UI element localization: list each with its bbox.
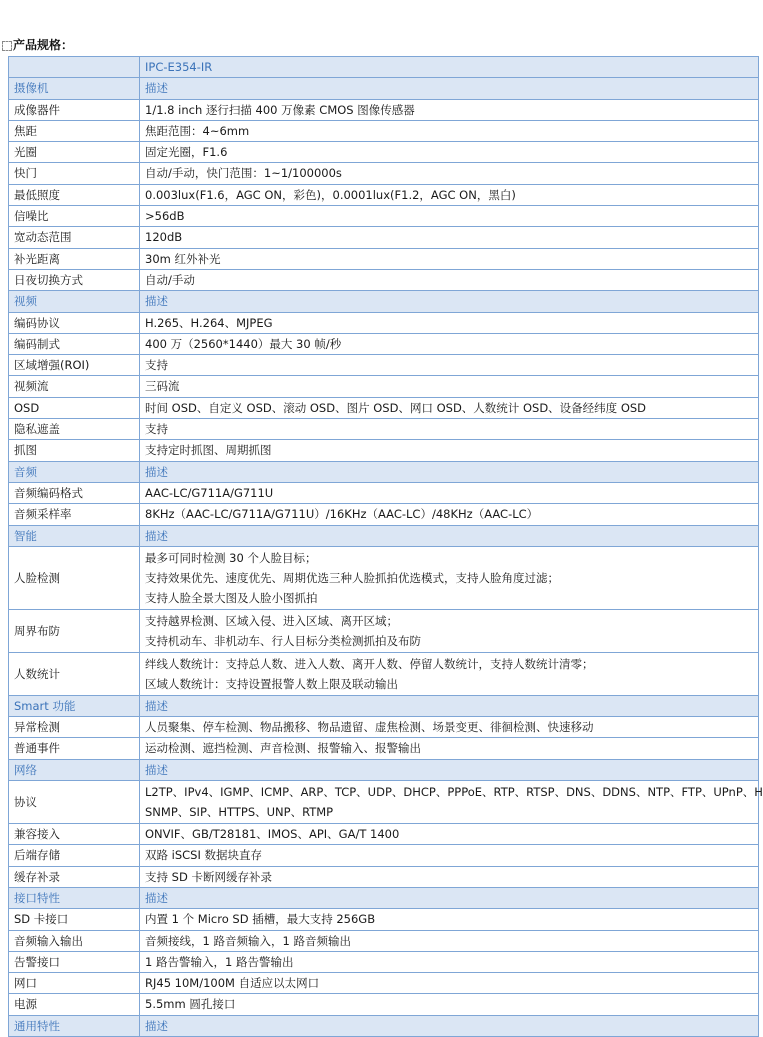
spec-label: 补光距离 [9,248,140,269]
spec-label: OSD [9,397,140,418]
section-header-row [9,525,759,546]
spec-value: ONVIF、GB/T28181、IMOS、API、GA/T 1400 [140,824,759,845]
table-row [9,781,759,824]
spec-value: 音频接线，1 路音频输入，1 路音频输出 [140,930,759,951]
table-row [9,951,759,972]
table-row [9,652,759,695]
spec-value-line: 最多可同时检测 30 个人脸目标； [145,550,317,565]
table-row [9,99,759,120]
spec-value-line: 支持效果优先、速度优先、周期优选三种人脸抓拍优选模式，支持人脸角度过滤； [145,570,559,585]
section-header-row [9,78,759,99]
spec-value: 120dB [140,227,759,248]
table-row [9,333,759,354]
spec-value-line: L2TP、IPv4、IGMP、ICMP、ARP、TCP、UDP、DHCP、PPPoE、RTP、RTSP、DNS、DDNS、NTP、FTP、UPnP、H [145,785,763,800]
spec-label: 编码制式 [9,333,140,354]
spec-value: 1 路告警输入，1 路告警输出 [140,951,759,972]
spec-value [140,609,759,652]
spec-table [8,56,763,1037]
spec-label: 兼容接入 [9,824,140,845]
table-row [9,206,759,227]
section-title: 接口特性 [9,887,140,908]
spec-value-line: SNMP、SIP、HTTPS、UNP、RTMP [145,805,334,820]
section-desc-header: 描述 [140,1015,759,1036]
spec-value: 400 万（2560*1440）最大 30 帧/秒 [140,333,759,354]
section-title: 智能 [9,525,140,546]
spec-value: 人员聚集、停车检测、物品搬移、物品遗留、虚焦检测、场景变更、徘徊检测、快速移动 [140,717,759,738]
spec-value: >56dB [140,206,759,227]
table-row [9,717,759,738]
spec-value: RJ45 10M/100M 自适应以太网口 [140,973,759,994]
spec-label: 光圈 [9,142,140,163]
table-row [9,376,759,397]
spec-label: 宽动态范围 [9,227,140,248]
table-anchor-icon [2,41,12,51]
spec-label: 人数统计 [9,652,140,695]
table-row [9,546,759,609]
table-row [9,866,759,887]
table-row [9,227,759,248]
table-row [9,312,759,333]
table-row [9,419,759,440]
table-row [9,609,759,652]
spec-value: 支持 [140,355,759,376]
model-row [9,57,759,78]
spec-value: 支持 SD 卡断网缓存补录 [140,866,759,887]
spec-value: 固定光圈，F1.6 [140,142,759,163]
section-desc-header: 描述 [140,78,759,99]
table-row [9,355,759,376]
spec-label: 异常检测 [9,717,140,738]
section-title: 摄像机 [9,78,140,99]
spec-value-line: 区域人数统计：支持设置报警人数上限及联动输出 [145,676,398,691]
section-desc-header: 描述 [140,291,759,312]
spec-value-line: 绊线人数统计：支持总人数、进入人数、离开人数、停留人数统计，支持人数统计清零； [145,656,594,671]
spec-label: SD 卡接口 [9,909,140,930]
spec-value-line: 支持机动车、非机动车、行人目标分类检测抓拍及布防 [145,633,421,648]
section-desc-header: 描述 [140,461,759,482]
spec-table-container [8,56,763,1033]
spec-value: 三码流 [140,376,759,397]
section-header-row [9,461,759,482]
table-row [9,738,759,759]
table-row [9,994,759,1015]
spec-label: 区域增强(ROI) [9,355,140,376]
section-header-row [9,759,759,780]
table-row [9,973,759,994]
spec-label: 最低照度 [9,184,140,205]
spec-value: 支持定时抓图、周期抓图 [140,440,759,461]
spec-label: 隐私遮盖 [9,419,140,440]
spec-label: 视频流 [9,376,140,397]
table-row [9,824,759,845]
spec-label: 音频采样率 [9,504,140,525]
table-row [9,909,759,930]
spec-value [140,781,763,824]
section-title: Smart 功能 [9,695,140,716]
spec-value: 双路 iSCSI 数据块直存 [140,845,759,866]
spec-value: 支持 [140,419,759,440]
section-header-row [9,695,759,716]
table-row [9,845,759,866]
table-row [9,930,759,951]
spec-label: 周界布防 [9,609,140,652]
section-header-row [9,887,759,908]
spec-label: 后端存储 [9,845,140,866]
section-header-row [9,291,759,312]
section-title: 网络 [9,759,140,780]
spec-value [140,546,759,609]
spec-label: 电源 [9,994,140,1015]
spec-value: 30m 红外补光 [140,248,759,269]
table-row [9,163,759,184]
table-row [9,248,759,269]
spec-value: 8KHz（AAC-LC/G711A/G711U）/16KHz（AAC-LC）/48KHz（AAC-LC） [140,504,759,525]
spec-value: 内置 1 个 Micro SD 插槽，最大支持 256GB [140,909,759,930]
spec-value: 自动/手动，快门范围：1~1/100000s [140,163,759,184]
table-row [9,120,759,141]
spec-label: 信噪比 [9,206,140,227]
spec-label: 普通事件 [9,738,140,759]
table-row [9,440,759,461]
spec-label: 告警接口 [9,951,140,972]
table-row [9,482,759,503]
spec-value: 自动/手动 [140,269,759,290]
table-row [9,269,759,290]
table-row [9,184,759,205]
spec-label: 抓图 [9,440,140,461]
model-name: IPC-E354-IR [140,57,759,78]
spec-value: 运动检测、遮挡检测、声音检测、报警输入、报警输出 [140,738,759,759]
spec-label: 快门 [9,163,140,184]
section-header-row [9,1015,759,1036]
spec-label: 音频输入输出 [9,930,140,951]
spec-value: AAC-LC/G711A/G711U [140,482,759,503]
spec-label [9,57,140,78]
section-title: 音频 [9,461,140,482]
section-desc-header: 描述 [140,525,759,546]
table-row [9,504,759,525]
heading-text: 产品规格： [13,38,74,52]
table-row [9,397,759,418]
spec-label: 网口 [9,973,140,994]
spec-label: 缓存补录 [9,866,140,887]
spec-value-line: 支持人脸全景大图及人脸小图抓拍 [145,590,318,605]
spec-label: 音频编码格式 [9,482,140,503]
section-title: 通用特性 [9,1015,140,1036]
spec-value: 0.003lux(F1.6，AGC ON，彩色)，0.0001lux(F1.2，AGC ON，黑白) [140,184,759,205]
spec-label: 编码协议 [9,312,140,333]
section-desc-header: 描述 [140,759,759,780]
spec-value: H.265、H.264、MJPEG [140,312,759,333]
spec-value [140,652,759,695]
spec-value-line: 支持越界检测、区域入侵、进入区域、离开区域； [145,613,398,628]
spec-label: 人脸检测 [9,546,140,609]
section-desc-header: 描述 [140,695,759,716]
spec-label: 焦距 [9,120,140,141]
spec-value: 5.5mm 圆孔接口 [140,994,759,1015]
page-heading [2,36,73,53]
spec-value: 时间 OSD、自定义 OSD、滚动 OSD、图片 OSD、网口 OSD、人数统计 OSD、设备经纬度 OSD [140,397,759,418]
spec-label: 成像器件 [9,99,140,120]
table-row [9,142,759,163]
spec-value: 焦距范围：4~6mm [140,120,759,141]
section-title: 视频 [9,291,140,312]
section-desc-header: 描述 [140,887,759,908]
spec-label: 协议 [9,781,140,824]
spec-label: 日夜切换方式 [9,269,140,290]
spec-value: 1/1.8 inch 逐行扫描 400 万像素 CMOS 图像传感器 [140,99,759,120]
